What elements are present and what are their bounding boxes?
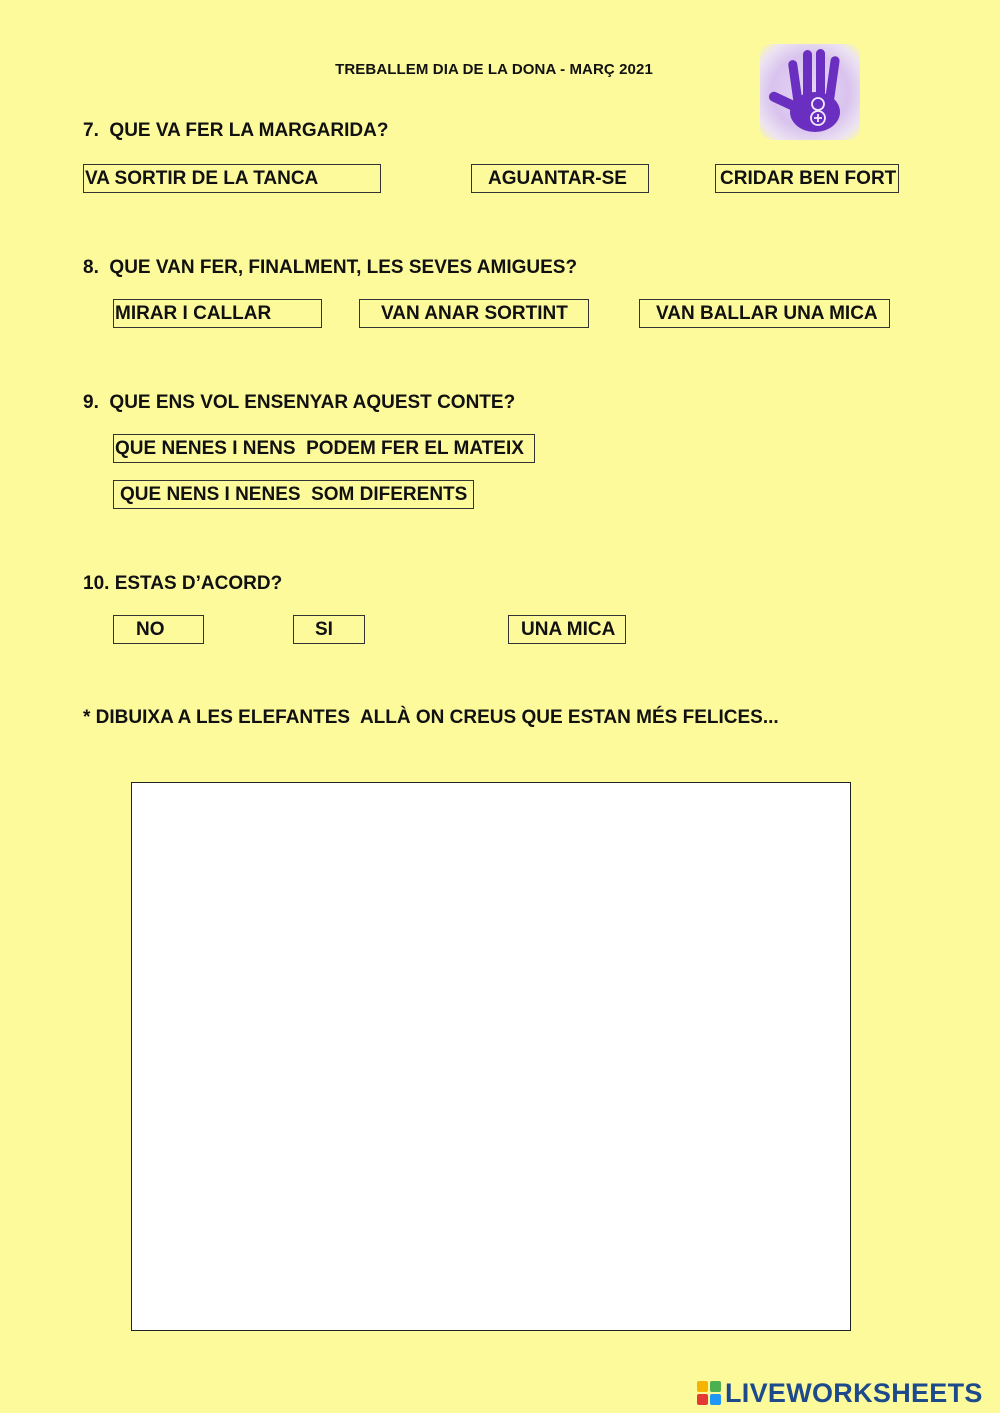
drawing-area[interactable] — [131, 782, 851, 1331]
question-text: QUE VAN FER, FINALMENT, LES SEVES AMIGUES? — [109, 257, 578, 278]
answer-option[interactable]: SI — [293, 615, 365, 644]
question-9 — [83, 392, 515, 414]
answer-option[interactable]: QUE NENES I NENS PODEM FER EL MATEIX — [113, 434, 535, 463]
question-number: 7. — [83, 120, 99, 141]
question-10 — [83, 573, 282, 595]
purple-handprint-icon — [760, 44, 860, 140]
question-number: 8. — [83, 257, 99, 278]
liveworksheets-brand[interactable] — [697, 1377, 983, 1409]
answer-option[interactable]: VAN BALLAR UNA MICA — [639, 299, 890, 328]
question-7 — [83, 120, 388, 142]
answer-option[interactable]: VAN ANAR SORTINT — [359, 299, 589, 328]
answer-option[interactable]: QUE NENS I NENES SOM DIFERENTS — [113, 480, 474, 509]
question-number: 10. — [83, 573, 110, 594]
answer-option[interactable]: UNA MICA — [508, 615, 626, 644]
answer-option[interactable]: VA SORTIR DE LA TANCA — [83, 164, 381, 193]
brand-name: LIVEWORKSHEETS — [725, 1377, 983, 1408]
answer-option[interactable]: CRIDAR BEN FORT — [715, 164, 899, 193]
question-8 — [83, 257, 577, 279]
answer-option[interactable]: MIRAR I CALLAR — [113, 299, 322, 328]
answer-option[interactable]: NO — [113, 615, 204, 644]
question-text: QUE VA FER LA MARGARIDA? — [109, 120, 389, 141]
question-text: ESTAS D’ACORD? — [114, 573, 283, 594]
worksheet-title: TREBALLEM DIA DE LA DONA - MARÇ 2021 — [335, 61, 653, 78]
question-text: QUE ENS VOL ENSENYAR AQUEST CONTE? — [109, 392, 516, 413]
answer-option[interactable]: AGUANTAR-SE — [471, 164, 649, 193]
liveworksheets-logo-icon — [697, 1381, 721, 1405]
drawing-prompt: * DIBUIXA A LES ELEFANTES ALLÀ ON CREUS QUE ESTAN MÉS FELICES... — [83, 707, 779, 728]
question-number: 9. — [83, 392, 99, 413]
